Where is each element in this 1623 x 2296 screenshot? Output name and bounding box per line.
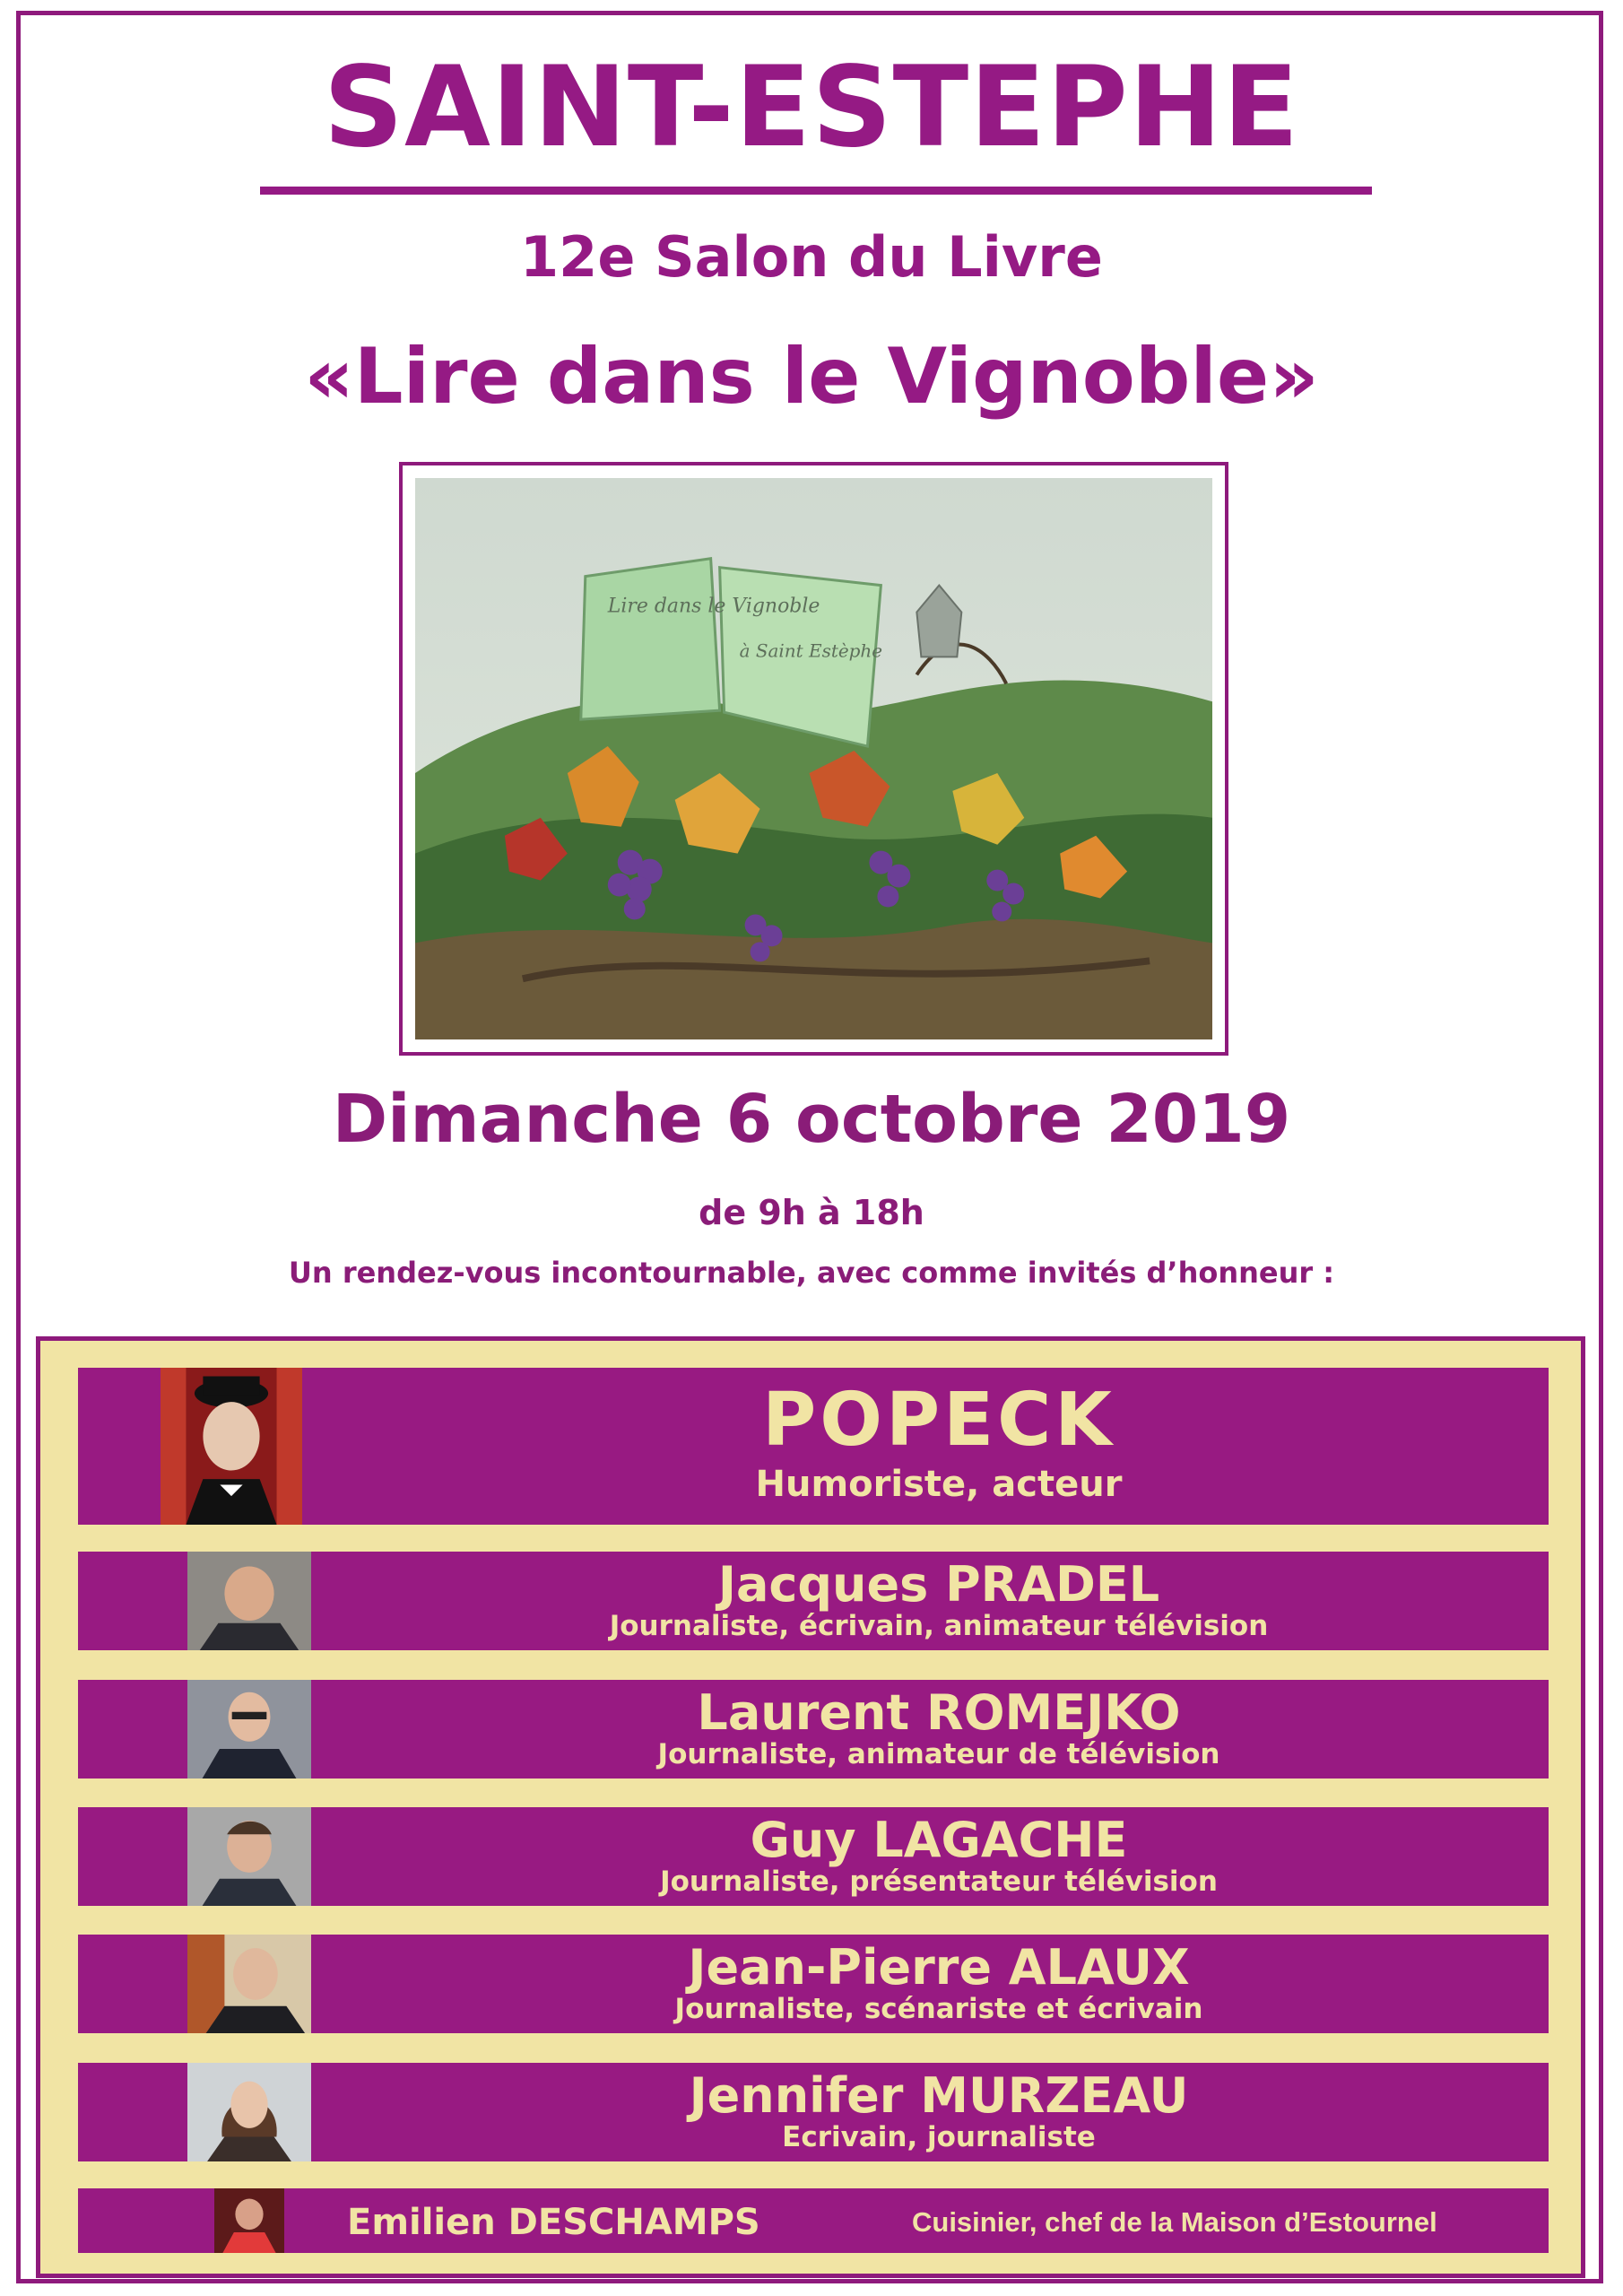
guest-role: Ecrivain, journaliste (782, 2121, 1096, 2153)
guest-role: Journaliste, animateur de télévision (657, 1738, 1220, 1770)
guest-role: Journaliste, écrivain, animateur télévision (609, 1610, 1269, 1642)
guest-name: Jacques PRADEL (717, 1556, 1160, 1613)
guest-role: Humoriste, acteur (755, 1464, 1123, 1505)
event-motto: «Lire dans le Vignoble» (304, 332, 1319, 422)
invite-line: Un rendez-vous incontournable, avec comme invités d’honneur : (288, 1256, 1335, 1290)
title-underline (260, 187, 1372, 195)
guests-panel (36, 1336, 1585, 2278)
guest-role: Cuisinier, chef de la Maison d’Estournel (912, 2206, 1437, 2238)
guest-photo (214, 2188, 284, 2253)
guest-row-deschamps (78, 2188, 1549, 2253)
guest-photo (187, 1935, 311, 2033)
event-date: Dimanche 6 octobre 2019 (332, 1081, 1291, 1158)
guest-row-popeck (78, 1368, 1549, 1525)
guest-role: Journaliste, scénariste et écrivain (674, 1993, 1203, 2025)
guest-name: Guy LAGACHE (750, 1812, 1128, 1868)
book-text-right: à Saint Estèphe (739, 639, 883, 662)
guest-row-alaux (78, 1935, 1549, 2033)
vineyard-painting (399, 462, 1228, 1056)
guest-role: Journaliste, présentateur télévision (660, 1866, 1218, 1898)
event-hours: de 9h à 18h (699, 1193, 924, 1232)
guest-name: POPECK (762, 1378, 1115, 1463)
guest-name: Laurent ROMEJKO (697, 1684, 1181, 1741)
guest-name: Jean-Pierre ALAUX (688, 1939, 1190, 1996)
guest-photo (187, 2063, 311, 2161)
poster-title: SAINT-ESTEPHE (323, 43, 1300, 172)
event-subtitle: 12e Salon du Livre (520, 224, 1103, 290)
guest-row-pradel (78, 1552, 1549, 1650)
guest-photo (187, 1552, 311, 1650)
guest-name: Emilien DESCHAMPS (347, 2202, 760, 2243)
guest-photo (187, 1807, 311, 1906)
guest-photo (187, 1680, 311, 1779)
book-text-left: Lire dans le Vignoble (607, 595, 820, 618)
guest-photo (161, 1368, 302, 1525)
guest-name: Jennifer MURZEAU (689, 2067, 1189, 2124)
guest-row-romejko (78, 1680, 1549, 1779)
guest-row-murzeau (78, 2063, 1549, 2161)
guest-row-lagache (78, 1807, 1549, 1906)
painting-illustration (415, 478, 1212, 1039)
